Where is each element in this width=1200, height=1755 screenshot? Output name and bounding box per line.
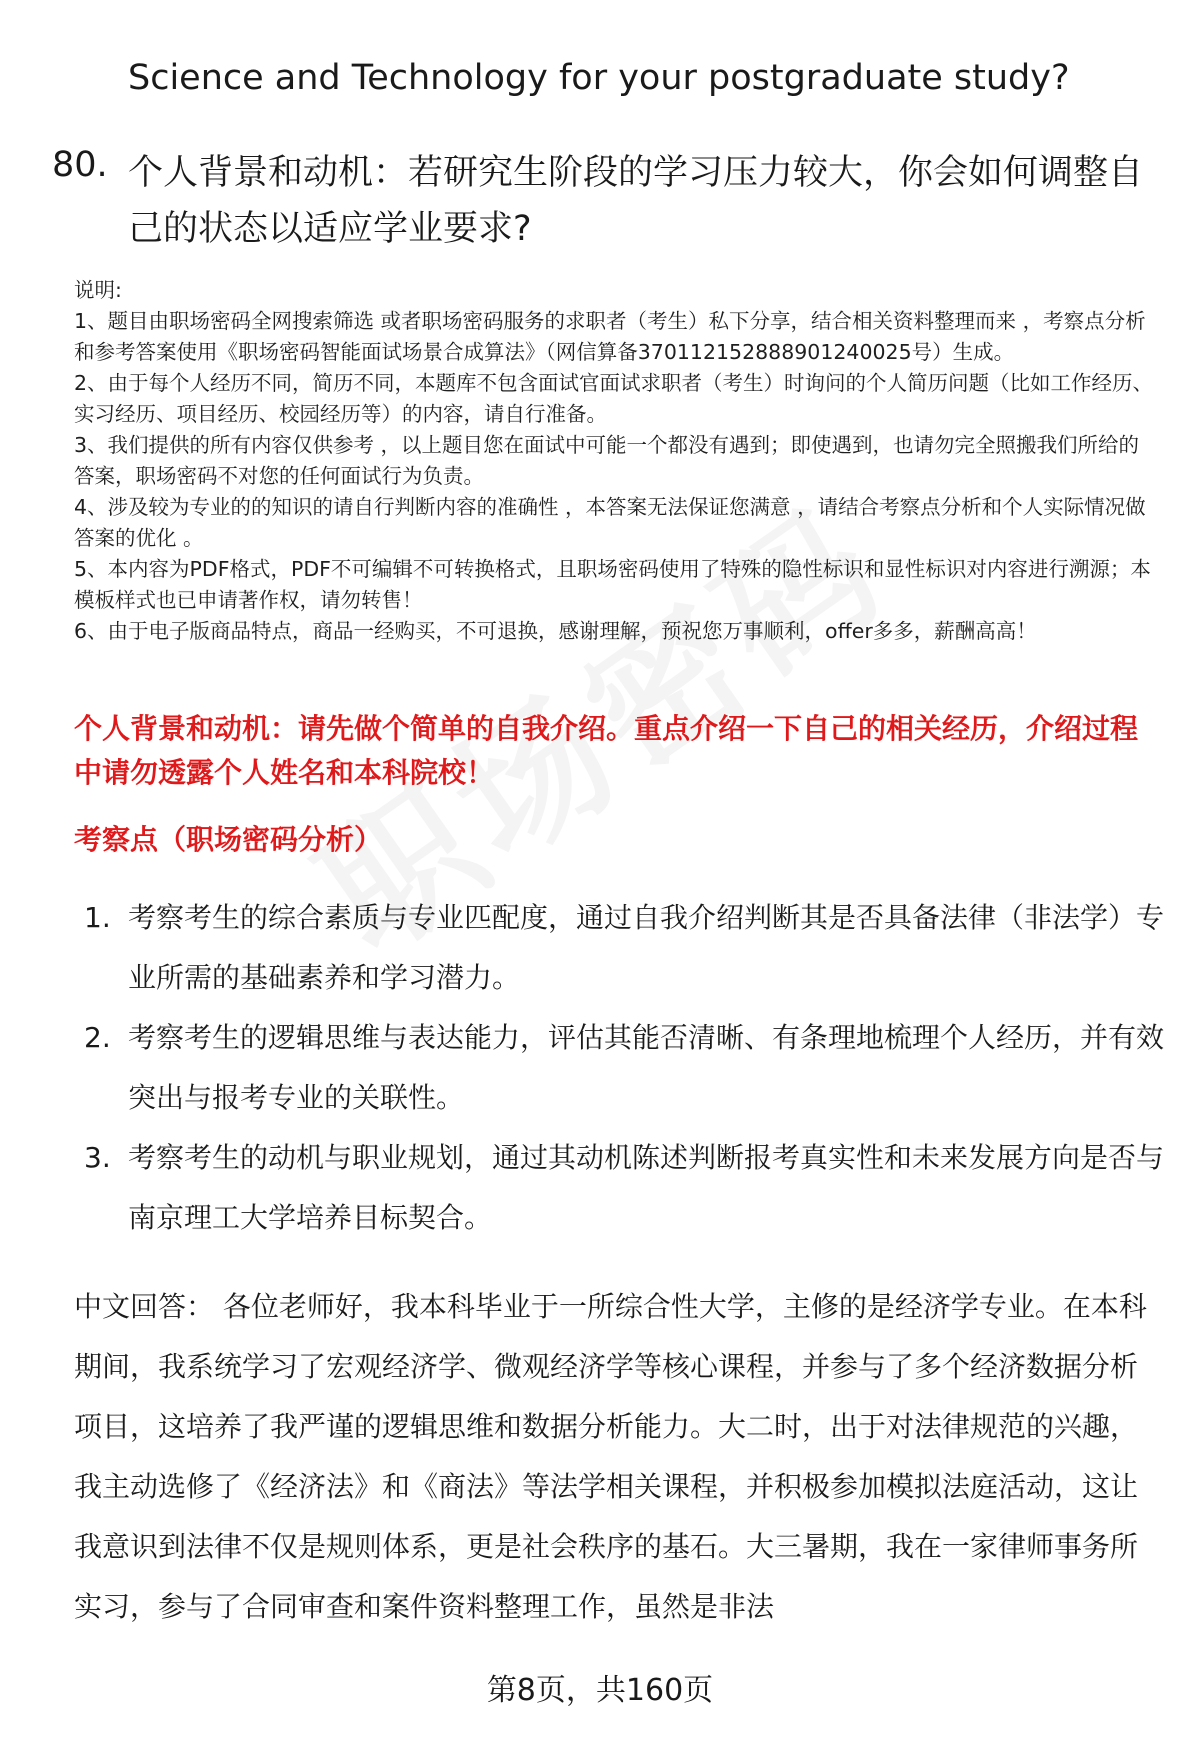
note-item: 3、我们提供的所有内容仅供参考 ，以上题目您在面试中可能一个都没有遇到；即使遇到，也请勿完全照搬我们所给的答案，职场密码不对您的任何面试行为负责。 (74, 433, 1140, 488)
point-text: 考察考生的逻辑思维与表达能力，评估其能否清晰、有条理地梳理个人经历，并有效突出与报考专业的关联性。 (128, 1021, 1165, 1114)
notes-title: 说明: (74, 278, 122, 302)
question-continuation: Science and Technology for your postgraduate study? (128, 58, 1070, 98)
note-item: 5、本内容为PDF格式，PDF不可编辑不可转换格式，且职场密码使用了特殊的隐性标识和显性标识对内容进行溯源；本模板样式也已申请著作权，请勿转售！ (74, 557, 1151, 612)
point-text: 考察考生的动机与职业规划，通过其动机陈述判断报考真实性和未来发展方向是否与南京理工大学培养目标契合。 (128, 1141, 1165, 1234)
analysis-title: 考察点（职场密码分析） (74, 823, 383, 856)
analysis-point (84, 888, 1164, 1008)
point-number: 3. (84, 1141, 111, 1174)
point-number: 2. (84, 1021, 111, 1054)
question-text: 个人背景和动机：若研究生阶段的学习压力较大，你会如何调整自己的状态以适应学业要求? (128, 153, 1144, 249)
note-item: 6、由于电子版商品特点，商品一经购买，不可退换，感谢理解，预祝您万事顺利，offer多多，薪酬高高！ (74, 619, 1037, 643)
point-number: 1. (84, 901, 111, 934)
note-item: 4、涉及较为专业的的知识的请自行判断内容的准确性 ，本答案无法保证您满意 ，请结合考察点分析和个人实际情况做答案的优化 。 (74, 495, 1146, 550)
notes-block (74, 275, 1159, 647)
note-item: 2、由于每个人经历不同，简历不同，本题库不包含面试官面试求职者（考生）时询问的个人简历问题（比如工作经历、实习经历、项目经历、校园经历等）的内容，请自行准备。 (74, 371, 1154, 426)
page-footer: 第8页，共160页 (486, 1673, 714, 1708)
answer-paragraph: 中文回答： 各位老师好，我本科毕业于一所综合性大学，主修的是经济学专业。在本科期间，我系统学习了宏观经济学、微观经济学等核心课程，并参与了多个经济数据分析项目，这培养了我严谨的逻辑思维和数据分析能力。大二时，出于对法律规范的兴趣，我主动选修了《经济法》和《商法》等法学相关课程，并积极参加模拟法庭活动，这让我意识到法律不仅是规则体系，更是社会秩序的基石。大三暑期，我在一家律师事务所实习，参与了合同审查和案件资料整理工作，虽然是非法 (74, 1290, 1147, 1623)
section-heading: 个人背景和动机：请先做个简单的自我介绍。重点介绍一下自己的相关经历，介绍过程中请勿透露个人姓名和本科院校！ (74, 712, 1139, 789)
analysis-points (84, 888, 1164, 1248)
analysis-point (84, 1008, 1164, 1128)
question-number: 80. (52, 145, 108, 185)
analysis-point (84, 1128, 1164, 1248)
note-item: 1、题目由职场密码全网搜索筛选 或者职场密码服务的求职者（考生）私下分享，结合相关资料整理而来 ，考察点分析和参考答案使用《职场密码智能面试场景合成算法》（网信算备370112152888901240025号）生成。 (74, 309, 1146, 364)
point-text: 考察考生的综合素质与专业匹配度，通过自我介绍判断其是否具备法律（非法学）专业所需的基础素养和学习潜力。 (128, 901, 1165, 994)
